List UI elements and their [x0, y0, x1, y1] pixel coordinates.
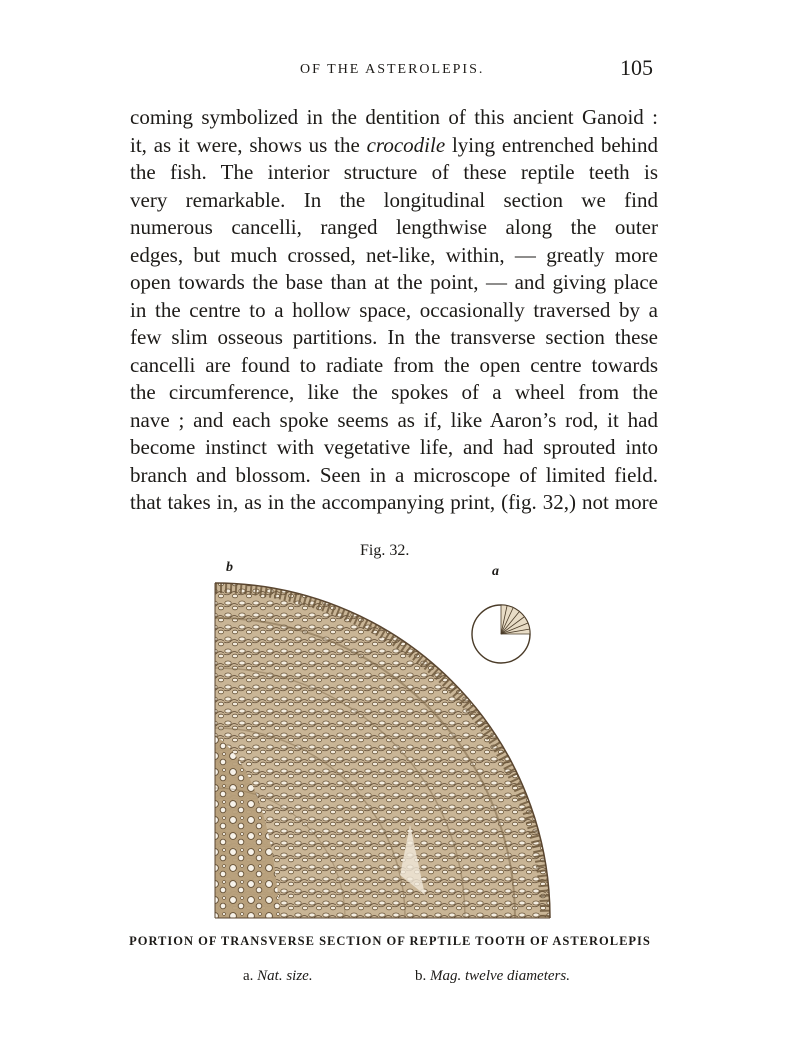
- natural-size-circle: [472, 605, 530, 663]
- text-line: few slim osseous partitions. In the transverse section these: [130, 325, 658, 349]
- text-line: in the centre to a hollow space, occasionally traversed by a: [130, 297, 658, 322]
- text-line: nave ; and each spoke seems as if, like Aaron’s rod, it had: [130, 407, 658, 432]
- figure-mark-b: b: [226, 560, 233, 575]
- text-line: edges, but much crossed, net-like, within, — greatly more: [130, 242, 658, 267]
- figure-label: Fig. 32.: [360, 542, 410, 559]
- text-line: branch and blossom. Seen in a microscope of limited field.: [130, 462, 658, 487]
- text-line: the circumference, like the spokes of a wheel from the: [130, 380, 658, 404]
- legend-b: b. Mag. twelve diameters.: [415, 968, 570, 984]
- text-line: it, as it were, shows us the crocodile lying entrenched behind: [130, 132, 658, 157]
- page-number: 105: [620, 55, 653, 80]
- tooth-section-illustration: [210, 575, 560, 935]
- figure-mark-a: a: [492, 564, 499, 579]
- text-line: coming symbolized in the dentition of this ancient Ganoid :: [130, 105, 658, 129]
- body-paragraph: [130, 104, 658, 517]
- text-line: the fish. The interior structure of these reptile teeth is: [130, 160, 658, 184]
- text-line: cancelli are found to radiate from the open centre towards: [130, 352, 658, 377]
- italic-word: crocodile: [366, 132, 446, 157]
- text-line: that takes in, as in the accompanying print, (fig. 32,) not more: [130, 490, 658, 514]
- text-line: very remarkable. In the longitudinal section we find: [130, 187, 658, 212]
- text-line: numerous cancelli, ranged lengthwise along the outer: [130, 215, 658, 239]
- legend-a: a. Nat. size.: [243, 968, 313, 984]
- running-title: OF THE ASTEROLEPIS.: [300, 62, 485, 77]
- text-line: open towards the base than at the point, — and giving place: [130, 270, 658, 294]
- text-line: become instinct with vegetative life, and had sprouted into: [130, 435, 658, 459]
- figure-caption: PORTION OF TRANSVERSE SECTION OF REPTILE TOOTH OF ASTEROLEPIS: [129, 934, 651, 948]
